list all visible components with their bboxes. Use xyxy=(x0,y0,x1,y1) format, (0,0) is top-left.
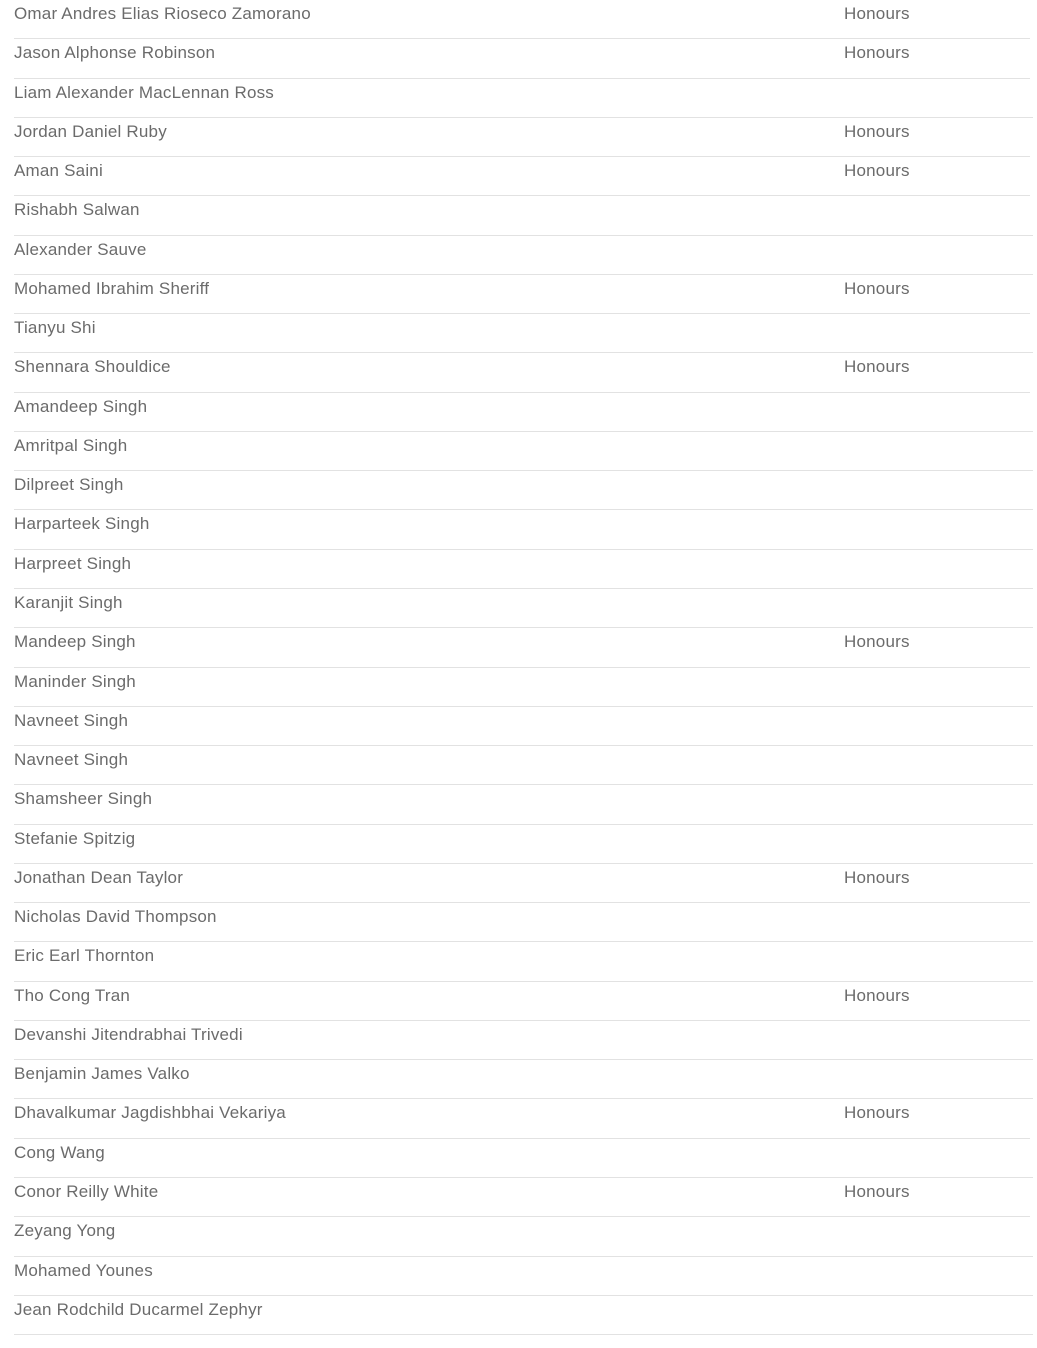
graduate-name: Harparteek Singh xyxy=(14,514,150,534)
graduate-row xyxy=(14,236,1033,275)
graduate-name: Zeyang Yong xyxy=(14,1221,116,1241)
graduate-list xyxy=(14,0,1033,1335)
graduate-name: Navneet Singh xyxy=(14,750,129,770)
graduate-name: Aman Saini xyxy=(14,161,103,181)
graduate-name: Eric Earl Thornton xyxy=(14,946,155,966)
honours-label: Honours xyxy=(844,357,910,377)
graduate-name: Tianyu Shi xyxy=(14,318,96,338)
graduate-name: Jonathan Dean Taylor xyxy=(14,867,184,887)
graduate-row xyxy=(14,1021,1033,1060)
graduate-name: Navneet Singh xyxy=(14,710,129,730)
honours-label: Honours xyxy=(844,4,910,23)
graduate-row xyxy=(14,79,1033,118)
graduate-row xyxy=(14,1060,1033,1099)
graduate-row xyxy=(14,746,1033,785)
graduate-name: Mohamed Younes xyxy=(14,1260,153,1280)
graduate-name: Dilpreet Singh xyxy=(14,475,124,495)
graduate-row xyxy=(14,157,1030,196)
graduate-row xyxy=(14,196,1033,235)
honours-label: Honours xyxy=(844,161,910,181)
graduate-row xyxy=(14,471,1033,510)
graduate-name: Rishabh Salwan xyxy=(14,200,140,220)
graduate-name: Shennara Shouldice xyxy=(14,357,171,377)
graduate-name: Nicholas David Thompson xyxy=(14,907,217,927)
graduate-row xyxy=(14,785,1033,824)
honours-label: Honours xyxy=(844,985,910,1005)
graduate-row xyxy=(14,0,1030,39)
graduate-row xyxy=(14,275,1030,314)
graduate-row xyxy=(14,825,1033,864)
graduate-name: Devanshi Jitendrabhai Trivedi xyxy=(14,1024,243,1044)
honours-label: Honours xyxy=(844,632,910,652)
graduate-row xyxy=(14,39,1030,78)
graduate-name: Jordan Daniel Ruby xyxy=(14,121,167,141)
graduate-row xyxy=(14,550,1033,589)
graduate-row xyxy=(14,982,1030,1021)
graduate-row xyxy=(14,1178,1030,1217)
graduate-name: Harpreet Singh xyxy=(14,553,132,573)
graduate-name: Liam Alexander MacLennan Ross xyxy=(14,82,275,102)
honours-label: Honours xyxy=(844,867,910,887)
graduate-name: Stefanie Spitzig xyxy=(14,828,136,848)
graduate-name: Conor Reilly White xyxy=(14,1181,159,1201)
graduate-name: Omar Andres Elias Rioseco Zamorano xyxy=(14,4,311,23)
graduate-name: Cong Wang xyxy=(14,1142,105,1162)
graduate-name: Jean Rodchild Ducarmel Zephyr xyxy=(14,1299,263,1319)
graduate-row xyxy=(14,353,1030,392)
graduate-row xyxy=(14,432,1033,471)
graduate-name: Amandeep Singh xyxy=(14,396,148,416)
graduate-row xyxy=(14,1217,1033,1256)
graduate-row xyxy=(14,864,1030,903)
honours-label: Honours xyxy=(844,43,910,63)
graduate-row xyxy=(14,942,1033,981)
honours-label: Honours xyxy=(844,1181,910,1201)
graduate-row xyxy=(14,1139,1033,1178)
graduate-name: Amritpal Singh xyxy=(14,435,128,455)
graduate-name: Mandeep Singh xyxy=(14,632,136,652)
graduate-row xyxy=(14,314,1033,353)
graduate-name: Dhavalkumar Jagdishbhai Vekariya xyxy=(14,1103,286,1123)
graduate-name: Karanjit Singh xyxy=(14,592,123,612)
graduate-name: Shamsheer Singh xyxy=(14,789,153,809)
graduate-row xyxy=(14,1257,1033,1296)
graduate-row xyxy=(14,1099,1030,1138)
graduate-name: Tho Cong Tran xyxy=(14,985,130,1005)
honours-label: Honours xyxy=(844,278,910,298)
graduate-row xyxy=(14,628,1030,667)
graduate-row xyxy=(14,707,1033,746)
graduate-name: Maninder Singh xyxy=(14,671,136,691)
graduate-row xyxy=(14,589,1033,628)
graduate-row xyxy=(14,510,1033,549)
honours-label: Honours xyxy=(844,121,910,141)
graduate-row xyxy=(14,393,1033,432)
graduate-row xyxy=(14,903,1033,942)
graduate-row xyxy=(14,668,1033,707)
graduate-name: Alexander Sauve xyxy=(14,239,147,259)
graduate-row xyxy=(14,1296,1033,1335)
graduate-name: Jason Alphonse Robinson xyxy=(14,43,216,63)
graduate-row xyxy=(14,118,1030,157)
graduate-name: Benjamin James Valko xyxy=(14,1064,190,1084)
graduate-name: Mohamed Ibrahim Sheriff xyxy=(14,278,210,298)
honours-label: Honours xyxy=(844,1103,910,1123)
